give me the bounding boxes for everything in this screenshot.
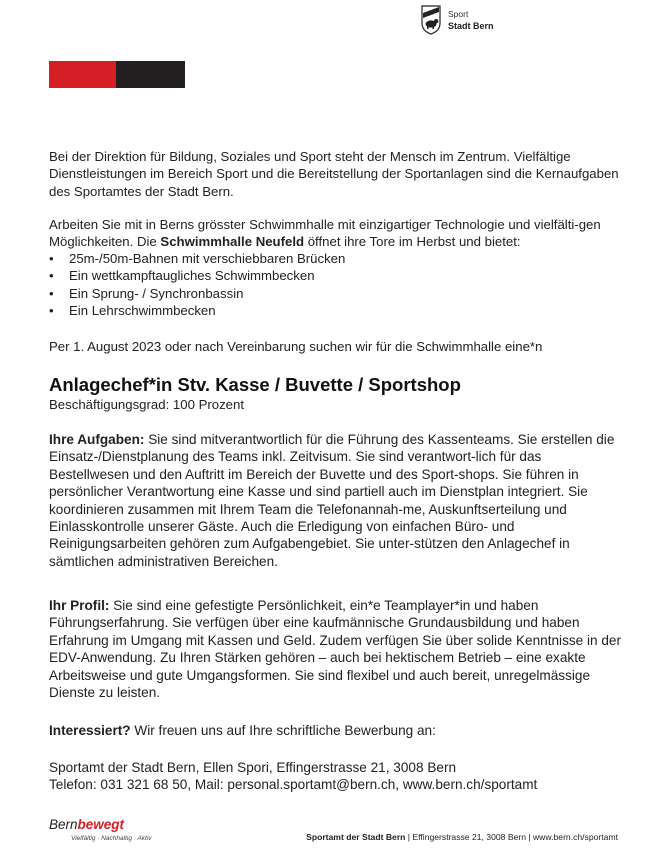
facility-name: Schwimmhalle Neufeld	[160, 234, 305, 250]
stadt-bern-logo	[421, 5, 494, 35]
list-item: • Ein Lehrschwimmbecken	[49, 302, 345, 319]
brand-bar-red	[49, 61, 116, 88]
list-item: • 25m-/50m-Bahnen mit verschiebbaren Brücken	[49, 250, 345, 267]
bern-bear-crest-icon	[421, 5, 441, 35]
brand-bewegt: bewegt	[77, 817, 125, 832]
contact-address	[49, 759, 624, 794]
interested-text: Wir freuen uns auf Ihre schriftliche Bewerbung an:	[130, 723, 436, 738]
footer-address	[306, 832, 618, 842]
list-item: • Ein Sprung- / Synchronbassin	[49, 285, 345, 302]
brand-tagline: Vielfältig · Nachhaltig · Aktiv	[71, 835, 152, 842]
profile-label: Ihr Profil:	[49, 598, 110, 613]
list-item: • Ein wettkampftaugliches Schwimmbecken	[49, 267, 345, 284]
brand-color-bar	[49, 61, 185, 88]
job-title: Anlagechef*in Stv. Kasse / Buvette / Sportshop	[49, 374, 461, 395]
employment-grade: Beschäftigungsgrad: 100 Prozent	[49, 397, 245, 412]
tasks-text: Sie sind mitverantwortlich für die Führung des Kassenteams. Sie erstellen die Einsatz-/Dienstplanung des Teams inkl. Zeitvisum. Sie sind verantwort-lich für das Bestellwesen und den Auftritt im Bereich der Buvette und des Sport-shops. Sie führen in persönlicher Verantwortung eine Kasse und sind partiell auch im Dienstplan integriert. Sie koordinieren zusammen mit Ihrem Team die Telefonannah-me, Auskunftserteilung und Einlasskontrolle unserer Gäste. Auch die Erledigung von einfachen Büro- und Reinigungsarbeiten gehören zum Aufgabengebiet. Sie unter-stützen den Anlagechef in sämtlichen administrativen Bereichen.	[49, 432, 615, 569]
interested-label: Interessiert?	[49, 723, 131, 738]
tasks-label: Ihre Aufgaben:	[49, 432, 145, 447]
facility-text-after: öffnet ihre Tore im Herbst und bietet:	[304, 234, 521, 250]
logo-stadt-bern-label: Stadt Bern	[448, 21, 494, 31]
footer-org: Sportamt der Stadt Bern	[306, 832, 406, 842]
facility-bullet-list	[49, 250, 345, 319]
search-paragraph: Per 1. August 2023 oder nach Vereinbarung suchen wir für die Schwimmhalle eine*n	[49, 339, 543, 354]
brand-bar-dark	[116, 61, 185, 88]
interested-paragraph	[49, 722, 624, 739]
profile-paragraph	[49, 597, 624, 701]
address-line: Sportamt der Stadt Bern, Ellen Spori, Effingerstrasse 21, 3008 Bern	[49, 760, 457, 775]
contact-line: Telefon: 031 321 68 50, Mail: personal.sportamt@bern.ch, www.bern.ch/sportamt	[49, 777, 538, 793]
bern-bewegt-logo	[49, 817, 152, 842]
facility-text-before: Arbeiten Sie mit in Berns grösster Schwimmhalle mit einzigartiger Technologie und vielfälti-gen Möglichkeiten. Die	[49, 217, 601, 250]
facility-paragraph	[49, 216, 624, 251]
footer-details: | Effingerstrasse 21, 3008 Bern | www.bern.ch/sportamt	[405, 832, 618, 842]
brand-bern: Bern	[49, 817, 78, 832]
profile-text: Sie sind eine gefestigte Persönlichkeit, ein*e Teamplayer*in und haben Führungserfahrung. Sie verfügen über eine kaufmännische Grundausbildung und haben Erfahrung im Umgang mit Kassen und Geld. Zudem verfügen Sie über solide Kenntnisse in der EDV-Anwendung. Zu Ihren Stärken gehören – auch bei hektischem Betrieb – eine exakte Arbeitsweise und gute Umgangsformen. Sie sind flexibel und auch bereit, unregelmässige Dienste zu leisten.	[49, 598, 621, 701]
tasks-paragraph	[49, 431, 624, 570]
intro-paragraph: Bei der Direktion für Bildung, Soziales und Sport steht der Mensch im Zentrum. Vielfältige Dienstleistungen im Bereich Sport und die Bereitstellung der Sportanlagen sind die Kernaufgaben des Sportamtes der Stadt Bern.	[49, 149, 619, 199]
logo-sport-label: Sport	[448, 9, 469, 19]
